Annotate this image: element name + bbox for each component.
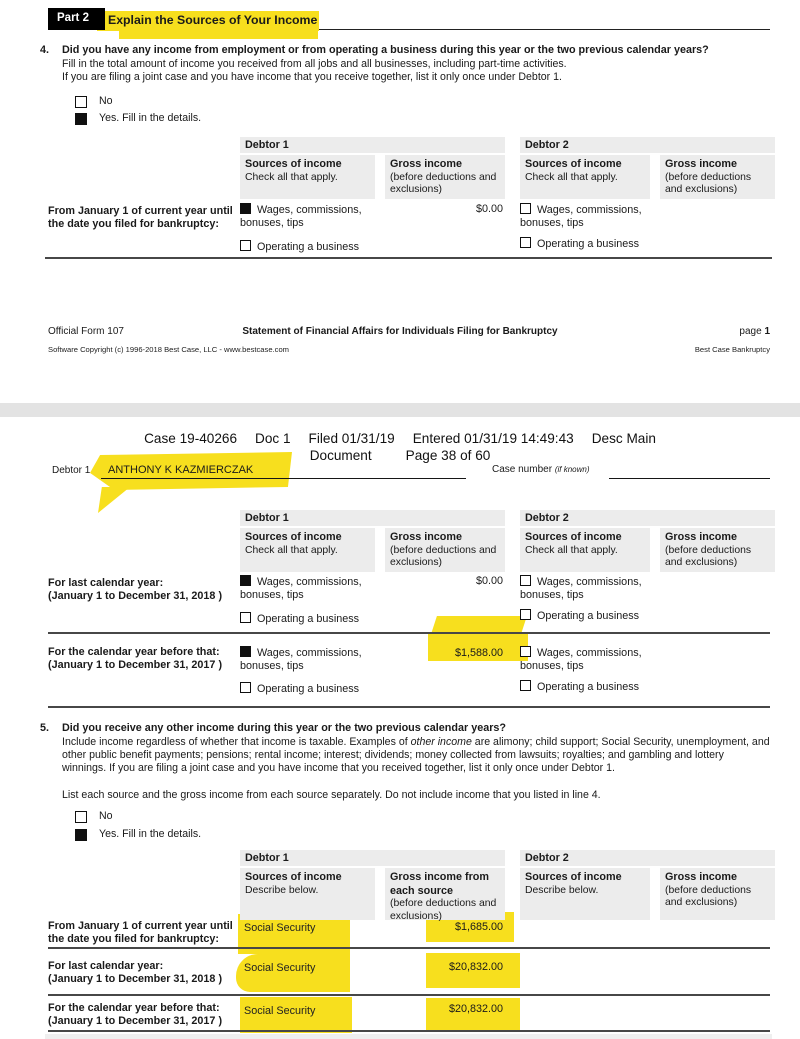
d1-income-source-2018: Social Security: [244, 962, 316, 974]
gross-subheading: (before deductions and exclusions): [390, 171, 497, 196]
d2-wages-option: [520, 646, 650, 673]
stamp-page-of: Page 38 of 60: [405, 448, 491, 463]
gross-subheading: (before deductions and exclusions): [390, 898, 497, 922]
debtor2-header-bar: Debtor 2: [520, 510, 775, 526]
business-label: Operating a business: [537, 610, 640, 622]
q4-no-checkbox[interactable]: [75, 96, 87, 108]
stamp-doc: Doc 1: [255, 431, 291, 446]
debtor1-sources-header-cell: [240, 868, 375, 920]
d1-income-source-2017: Social Security: [244, 1005, 316, 1017]
q5-body-italic: other income: [410, 735, 472, 748]
q4-table-current-year: [48, 137, 775, 262]
wages-checkbox[interactable]: [520, 203, 531, 214]
gross-heading: Gross income: [665, 871, 738, 883]
debtor2-gross-header-cell: [660, 868, 775, 920]
sources-subheading: Check all that apply.: [525, 544, 618, 556]
stamp-filed: Filed 01/31/19: [308, 431, 395, 446]
row-label-line2: (January 1 to December 31, 2018 ): [48, 590, 223, 602]
debtor2-gross-header-cell: [660, 528, 775, 572]
d1-wages-option: [240, 203, 372, 230]
part2-tab-label: Part 2: [57, 12, 89, 24]
case-number-text: Case number: [492, 464, 553, 475]
debtor2-header-bar: Debtor 2: [520, 850, 775, 866]
gross-subheading: (before deductions and exclusions): [390, 544, 497, 569]
row-label-line1: For the calendar year before that:: [48, 646, 220, 658]
q5-title: Did you receive any other income during this year or the two previous calendar years?: [62, 722, 507, 734]
wages-label: Wages, commissions, bonuses, tips: [240, 576, 362, 601]
sources-subheading: Check all that apply.: [245, 171, 338, 183]
business-label: Operating a business: [257, 613, 360, 625]
stamp-case-number: Case 19-40266: [144, 431, 238, 446]
q5-body-post: are alimony; child support; Social Security, unemployment, and other public benefit payments; pensions; rental income; interest; dividends; money collected from lawsuits; royalties; and gambling and lottery winnings. If you are filing a joint case and you have income that you received together, list it only once under Debtor 1.: [62, 735, 770, 775]
row-rule-2017: [48, 1030, 770, 1032]
d1-gross-amount-2018: $20,832.00: [448, 961, 503, 973]
sources-subheading: Check all that apply.: [245, 544, 338, 556]
row-label-line1: From January 1 of current year until: [48, 920, 233, 932]
wages-checkbox[interactable]: [520, 575, 531, 586]
row-label-line2: the date you filed for bankruptcy:: [48, 933, 219, 945]
business-checkbox[interactable]: [520, 237, 531, 248]
gross-each-heading: Gross income from each source: [390, 871, 489, 897]
sources-heading: Sources of income: [525, 158, 622, 170]
gross-subheading: (before deductions and exclusions): [665, 171, 752, 196]
part2-tab: [48, 8, 105, 30]
row-label-current-year: [48, 920, 238, 946]
footer-copyright: Software Copyright (c) 1996-2018 Best Case, LLC - www.bestcase.com: [48, 345, 289, 354]
row-rule-2018: [48, 994, 770, 996]
d1-business-option: [240, 612, 372, 626]
d1-gross-amount-2017: $1,588.00: [454, 647, 503, 659]
q4-subtext-1: Fill in the total amount of income you received from all jobs and all businesses, including part-time activities.: [62, 57, 567, 70]
row-rule-current: [48, 947, 770, 949]
row-label-2017: [48, 1002, 238, 1028]
sources-heading: Sources of income: [245, 531, 342, 543]
gross-heading: Gross income: [390, 158, 463, 170]
business-checkbox[interactable]: [520, 609, 531, 620]
business-checkbox[interactable]: [240, 240, 251, 251]
row-label-line2: (January 1 to December 31, 2017 ): [48, 659, 223, 671]
d1-gross-amount-2017: $20,832.00: [448, 1003, 503, 1015]
sources-subheading: Describe below.: [525, 884, 599, 896]
q5-body: [62, 736, 770, 776]
debtor2-sources-header-cell: [520, 155, 650, 199]
row-label-2018: [48, 960, 238, 986]
d1-gross-amount-current: $1,685.00: [454, 921, 503, 933]
form-page-2: [0, 417, 800, 1039]
d1-business-option: [240, 682, 372, 696]
q4-yes-label: Yes. Fill in the details.: [99, 112, 202, 124]
row-label-current-year: [48, 205, 238, 231]
q5-yes-label: Yes. Fill in the details.: [99, 828, 202, 840]
debtor2-sources-header-cell: [520, 868, 650, 920]
row-label-line1: From January 1 of current year until: [48, 205, 233, 217]
row-label-2017: [48, 646, 238, 672]
q5-no-label: No: [99, 810, 113, 822]
q4-no-label: No: [99, 95, 113, 107]
row-rule-2017: [48, 706, 770, 708]
business-label: Operating a business: [537, 238, 640, 250]
stamp-entered: Entered 01/31/19 14:49:43: [412, 431, 574, 446]
court-stamp-line1: [0, 431, 800, 446]
part-title-highlight-tail: [119, 31, 318, 39]
d1-business-option: [240, 240, 372, 254]
footer-page-word: page: [739, 326, 762, 337]
row-label-line2: the date you filed for bankruptcy:: [48, 218, 219, 230]
d2-business-option: [520, 680, 650, 694]
debtor2-sources-header-cell: [520, 528, 650, 572]
debtor1-gross-each-header-cell: [385, 868, 505, 920]
q5-no-checkbox[interactable]: [75, 811, 87, 823]
debtor1-sources-header-cell: [240, 528, 375, 572]
business-label: Operating a business: [257, 683, 360, 695]
q4-yes-checkbox[interactable]: [75, 113, 87, 125]
gross-subheading: (before deductions and exclusions): [665, 544, 752, 569]
business-label: Operating a business: [257, 241, 360, 253]
page-separator: [0, 403, 800, 417]
wages-label: Wages, commissions, bonuses, tips: [520, 647, 642, 672]
sources-subheading: Describe below.: [245, 884, 319, 896]
d2-business-option: [520, 237, 650, 251]
gross-heading: Gross income: [665, 158, 738, 170]
row-label-2018: [48, 577, 238, 603]
row-label-line1: For the calendar year before that:: [48, 1002, 220, 1014]
footer-page-indicator: [739, 326, 770, 337]
q4-number: 4.: [40, 44, 50, 56]
d1-gross-amount: $0.00: [475, 203, 503, 215]
business-label: Operating a business: [537, 681, 640, 693]
q4-table-prior-years: [48, 510, 775, 715]
wages-label: Wages, commissions, bonuses, tips: [240, 204, 362, 229]
footer-brand: Best Case Bankruptcy: [694, 345, 770, 354]
d2-wages-option: [520, 203, 650, 230]
d2-wages-option: [520, 575, 650, 602]
d1-gross-amount-2018: $0.00: [475, 575, 503, 587]
wages-label: Wages, commissions, bonuses, tips: [520, 204, 642, 229]
debtor1-header-bar: Debtor 1: [240, 850, 505, 866]
debtor1-gross-header-cell: [385, 528, 505, 572]
wages-checkbox-checked[interactable]: [240, 575, 251, 586]
q4-subtext-2: If you are filing a joint case and you have income that you receive together, list it only once under Debtor 1.: [62, 70, 562, 83]
gross-subheading: (before deductions and exclusions): [665, 884, 752, 909]
d1-wages-option: [240, 575, 372, 602]
q5-yes-checkbox[interactable]: [75, 829, 87, 841]
sources-heading: Sources of income: [245, 158, 342, 170]
debtor1-header-bar: Debtor 1: [240, 510, 505, 526]
sources-heading: Sources of income: [245, 871, 342, 883]
debtor1-gross-header-cell: [385, 155, 505, 199]
q5-paragraph-2: List each source and the gross income from each source separately. Do not include income that you listed in line 4.: [62, 789, 601, 801]
debtor1-header-bar: Debtor 1: [240, 137, 505, 153]
debtor-name-value: ANTHONY K KAZMIERCZAK: [108, 464, 254, 476]
footer-form-number: Official Form 107: [48, 326, 124, 337]
business-checkbox[interactable]: [240, 612, 251, 623]
debtor1-sources-header-cell: [240, 155, 375, 199]
q5-other-income-table: [48, 850, 775, 1039]
row-label-line2: (January 1 to December 31, 2017 ): [48, 1015, 223, 1027]
case-number-label: [492, 464, 590, 475]
d2-business-option: [520, 609, 650, 623]
gross-heading: Gross income: [665, 531, 738, 543]
next-row-partial: [45, 1034, 772, 1039]
sources-heading: Sources of income: [525, 871, 622, 883]
q5-number: 5.: [40, 722, 50, 734]
wages-checkbox[interactable]: [520, 646, 531, 657]
form-page-1: [0, 0, 800, 403]
q4-title: Did you have any income from employment or from operating a business during this year or the two previous calendar years?: [62, 44, 709, 56]
stamp-desc: Desc Main: [591, 431, 656, 446]
debtor-name-underline: [101, 478, 466, 479]
case-number-hint: (if known): [554, 465, 590, 474]
debtor2-header-bar: Debtor 2: [520, 137, 775, 153]
debtor2-gross-header-cell: [660, 155, 775, 199]
wages-label: Wages, commissions, bonuses, tips: [520, 576, 642, 601]
wages-checkbox-checked[interactable]: [240, 203, 251, 214]
business-checkbox[interactable]: [520, 680, 531, 691]
row-label-line1: For last calendar year:: [48, 577, 164, 589]
row-label-line1: For last calendar year:: [48, 960, 164, 972]
d1-wages-option: [240, 646, 372, 673]
gross-heading: Gross income: [390, 531, 463, 543]
debtor-line-label: Debtor 1: [52, 465, 91, 476]
row-label-line2: (January 1 to December 31, 2018 ): [48, 973, 223, 985]
stamp-document: Document: [309, 448, 372, 463]
footer-page-number: 1: [764, 326, 770, 337]
footer-form-title: Statement of Financial Affairs for Individuals Filing for Bankruptcy: [242, 326, 558, 337]
sources-subheading: Check all that apply.: [525, 171, 618, 183]
row-rule-2018: [48, 632, 770, 634]
business-checkbox[interactable]: [240, 682, 251, 693]
part2-title: Explain the Sources of Your Income: [108, 13, 318, 27]
case-number-underline: [609, 478, 770, 479]
table1-bottom-rule: [45, 257, 772, 259]
d1-income-source-current: Social Security: [244, 922, 316, 934]
sources-heading: Sources of income: [525, 531, 622, 543]
wages-label: Wages, commissions, bonuses, tips: [240, 647, 362, 672]
q5-body-pre: Include income regardless of whether that income is taxable. Examples of: [62, 735, 411, 748]
wages-checkbox-checked[interactable]: [240, 646, 251, 657]
